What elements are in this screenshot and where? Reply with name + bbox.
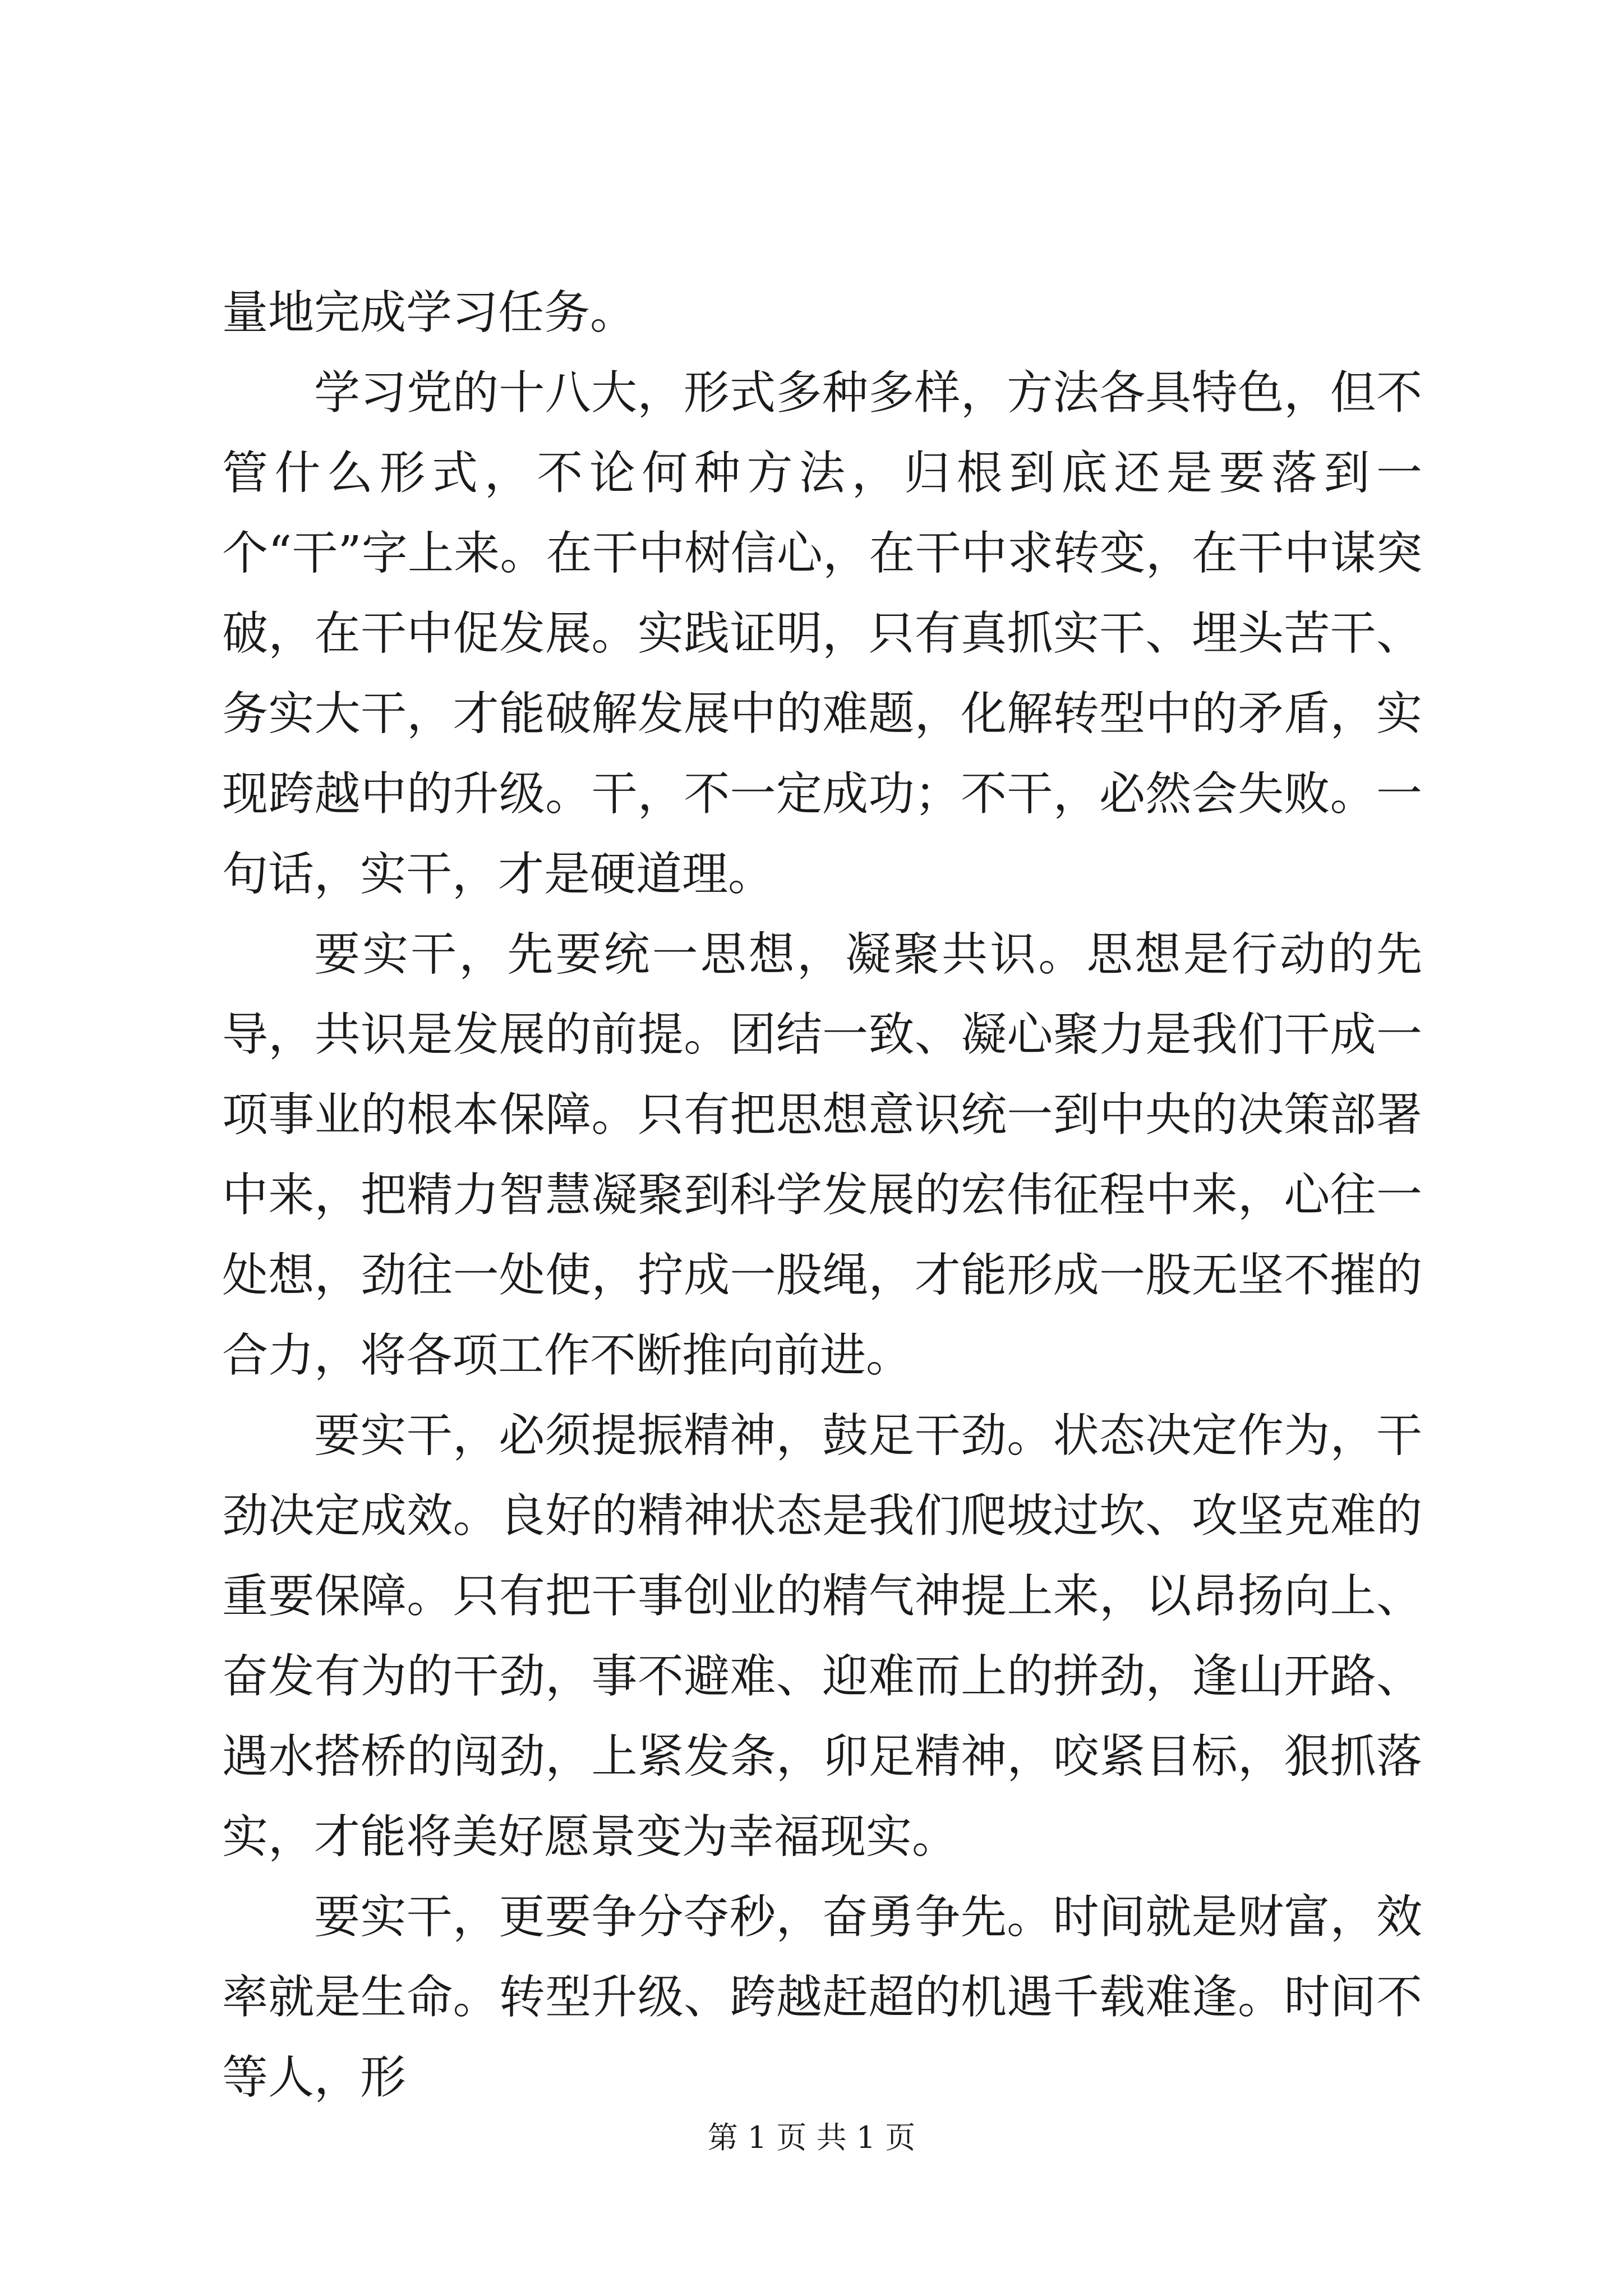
paragraph-study-18th-congress: 学习党的十八大，形式多种多样，方法各具特色，但不管什么形式，不论何种方法，归根到底还是要落到一个“干”字上来。在干中树信心，在干中求转变，在干中谋突破，在干中促发展。实践证明，只有真抓实干、埋头苦干、务实大干，才能破解发展中的难题，化解转型中的矛盾，实现跨越中的升级。干，不一定成功；不干，必然会失败。一句话，实干，才是硬道理。	[222, 366, 1422, 901]
page-number-footer: 第 1 页 共 1 页	[707, 2120, 916, 2155]
paragraph-continuation: 量地完成学习任务。	[222, 286, 637, 339]
paragraph-boost-spirit: 要实干，必须提振精神，鼓足干劲。状态决定作为，干劲决定成效。良好的精神状态是我们爬坡过坎、攻坚克难的重要保障。只有把干事创业的精气神提上来，以昂扬向上、奋发有为的干劲，事不避难、迎难而上的拼劲，逢山开路、遇水搭桥的闯劲，上紧发条，卯足精神，咬紧目标，狠抓落实，才能将美好愿景变为幸福现实。	[222, 1409, 1422, 1864]
paragraph-seize-time: 要实干，更要争分夺秒，奋勇争先。时间就是财富，效率就是生命。转型升级、跨越赶超的机遇千载难逢。时间不等人，形	[222, 1890, 1422, 2104]
paragraph-unify-thought: 要实干，先要统一思想，凝聚共识。思想是行动的先导，共识是发展的前提。团结一致、凝心聚力是我们干成一项事业的根本保障。只有把思想意识统一到中央的决策部署中来，把精力智慧凝聚到科学发展的宏伟征程中来，心往一处想，劲往一处使，拧成一股绳，才能形成一股无坚不摧的合力，将各项工作不断推向前进。	[222, 928, 1422, 1382]
document-body	[222, 273, 1422, 2118]
